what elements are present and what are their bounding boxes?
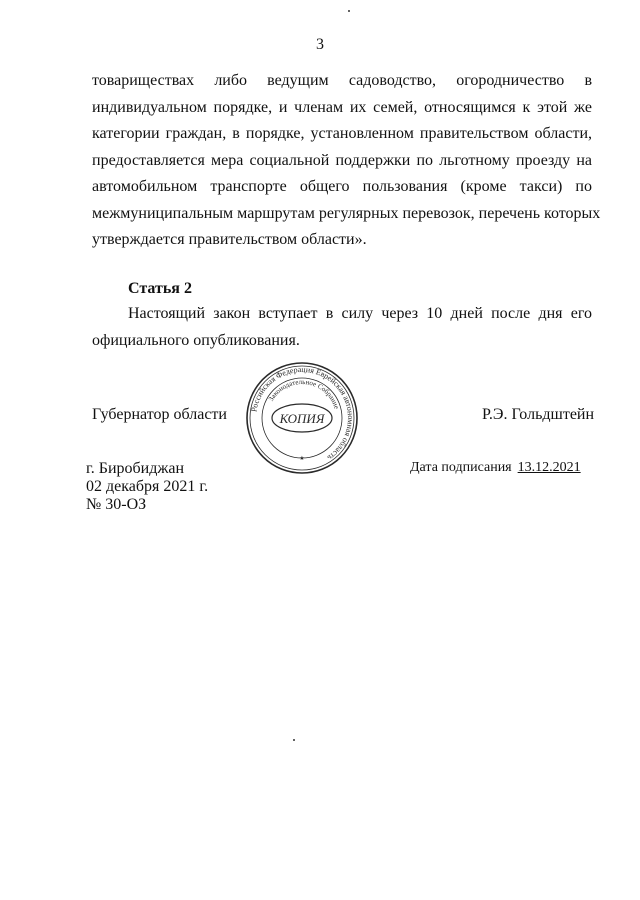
enactment-place-block [86, 460, 208, 514]
paragraph-article-1-continuation [92, 68, 601, 254]
seal-ring-text: Российская Федерация Еврейская автономная область [249, 364, 356, 463]
svg-text:★: ★ [299, 456, 305, 462]
scan-speck [348, 10, 350, 12]
signing-date-value: 13.12.2021 [517, 460, 581, 475]
paragraph1-line: категории граждан, в порядке, установленном правительством области, [92, 125, 592, 142]
paragraph-article-2 [92, 301, 592, 354]
seal-center-text: КОПИЯ [279, 411, 325, 426]
paragraph1-line: индивидуальном порядке, и членам их семей, относящимся к этой же [92, 98, 592, 116]
copy-seal [244, 360, 360, 476]
paragraph2-line: Настоящий закон вступает в силу через 10 дней после дня его [128, 305, 592, 322]
enactment-date: 02 декабря 2021 г. [86, 478, 209, 495]
signatory-name: Р.Э. Гольдштейн [482, 406, 595, 423]
paragraph1-line: товариществах либо ведущим садоводство, огородничество в [92, 72, 592, 89]
seal-icon [244, 360, 360, 476]
page-number: 3 [316, 36, 324, 53]
seal-inner-text: Законодательное Собрание [267, 377, 341, 410]
paragraph1-line: межмуниципальным маршрутам регулярных перевозок, перечень которых [92, 204, 601, 222]
enactment-city: г. Биробиджан [86, 460, 185, 477]
signing-date [410, 460, 581, 476]
scan-speck [293, 739, 295, 741]
signing-date-label: Дата подписания [410, 460, 512, 475]
paragraph1-line: утверждается правительством области». [92, 231, 367, 248]
signature-position: Губернатор области [92, 406, 227, 423]
article-heading: Статья 2 [128, 280, 192, 297]
paragraph1-line: предоставляется мера социальной поддержки по льготному проезду на [92, 151, 592, 169]
paragraph1-line: автомобильном транспорте общего пользования (кроме такси) по [92, 178, 592, 195]
paragraph2-line: официального опубликования. [92, 331, 300, 349]
law-number: № 30-ОЗ [86, 496, 147, 513]
